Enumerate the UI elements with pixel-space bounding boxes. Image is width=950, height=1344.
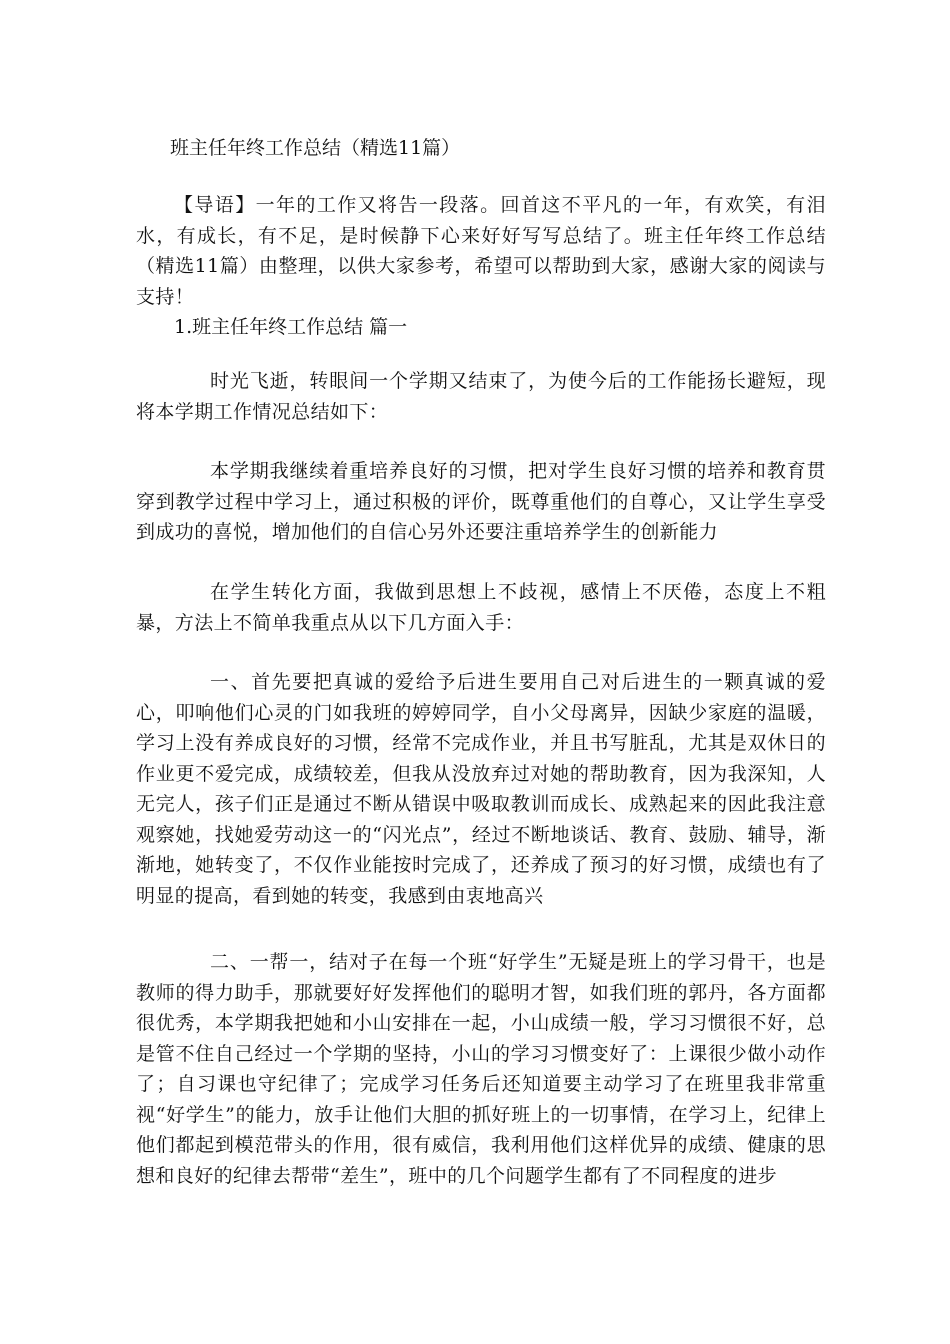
section-heading: 1.班主任年终工作总结 篇一	[174, 316, 408, 338]
document-title: 班主任年终工作总结（精选11篇）	[170, 137, 461, 159]
intro-paragraph: 【导语】一年的工作又将告一段落。回首这不平凡的一年，有欢笑，有泪水，有成长，有不足，是时候静下心来好好写写总结了。班主任年终工作总结（精选11篇）由整理，以供大家参考，希望可以帮助到大家，感谢大家的阅读与支持！	[136, 194, 826, 308]
body-paragraph: 在学生转化方面，我做到思想上不歧视，感情上不厌倦，态度上不粗暴，方法上不简单我重点从以下几方面入手：	[136, 581, 826, 634]
body-paragraph: 二、一帮一，结对子在每一个班“好学生”无疑是班上的学习骨干，也是教师的得力助手，那就要好好发挥他们的聪明才智，如我们班的郭丹，各方面都很优秀，本学期我把她和小山安排在一起，小山成绩一般，学习习惯很不好，总是管不住自己经过一个学期的坚持，小山的学习习惯变好了：上课很少做小动作了；自习课也守纪律了；完成学习任务后还知道要主动学习了在班里我非常重视“好学生”的能力，放手让他们大胆的抓好班上的一切事情，在学习上，纪律上他们都起到模范带头的作用，很有威信，我利用他们这样优异的成绩、健康的思想和良好的纪律去帮带“差生”，班中的几个问题学生都有了不同程度的进步	[136, 951, 826, 1187]
body-paragraph: 本学期我继续着重培养良好的习惯，把对学生良好习惯的培养和教育贯穿到教学过程中学习上，通过积极的评价，既尊重他们的自尊心，又让学生享受到成功的喜悦，增加他们的自信心另外还要注重培养学生的创新能力	[136, 460, 826, 543]
body-paragraph: 时光飞逝，转眼间一个学期又结束了，为使今后的工作能扬长避短，现将本学期工作情况总结如下：	[136, 370, 826, 423]
body-paragraph: 一、首先要把真诚的爱给予后进生要用自己对后进生的一颗真诚的爱心，叩响他们心灵的门如我班的婷婷同学，自小父母离异，因缺少家庭的温暖，学习上没有养成良好的习惯，经常不完成作业，并且书写脏乱，尤其是双休日的作业更不爱完成，成绩较差，但我从没放弃过对她的帮助教育，因为我深知，人无完人，孩子们正是通过不断从错误中吸取教训而成长、成熟起来的因此我注意观察她，找她爱劳动这一的“闪光点”，经过不断地谈话、教育、鼓励、辅导，渐渐地，她转变了，不仅作业能按时完成了，还养成了预习的好习惯，成绩也有了明显的提高，看到她的转变，我感到由衷地高兴	[136, 671, 826, 907]
